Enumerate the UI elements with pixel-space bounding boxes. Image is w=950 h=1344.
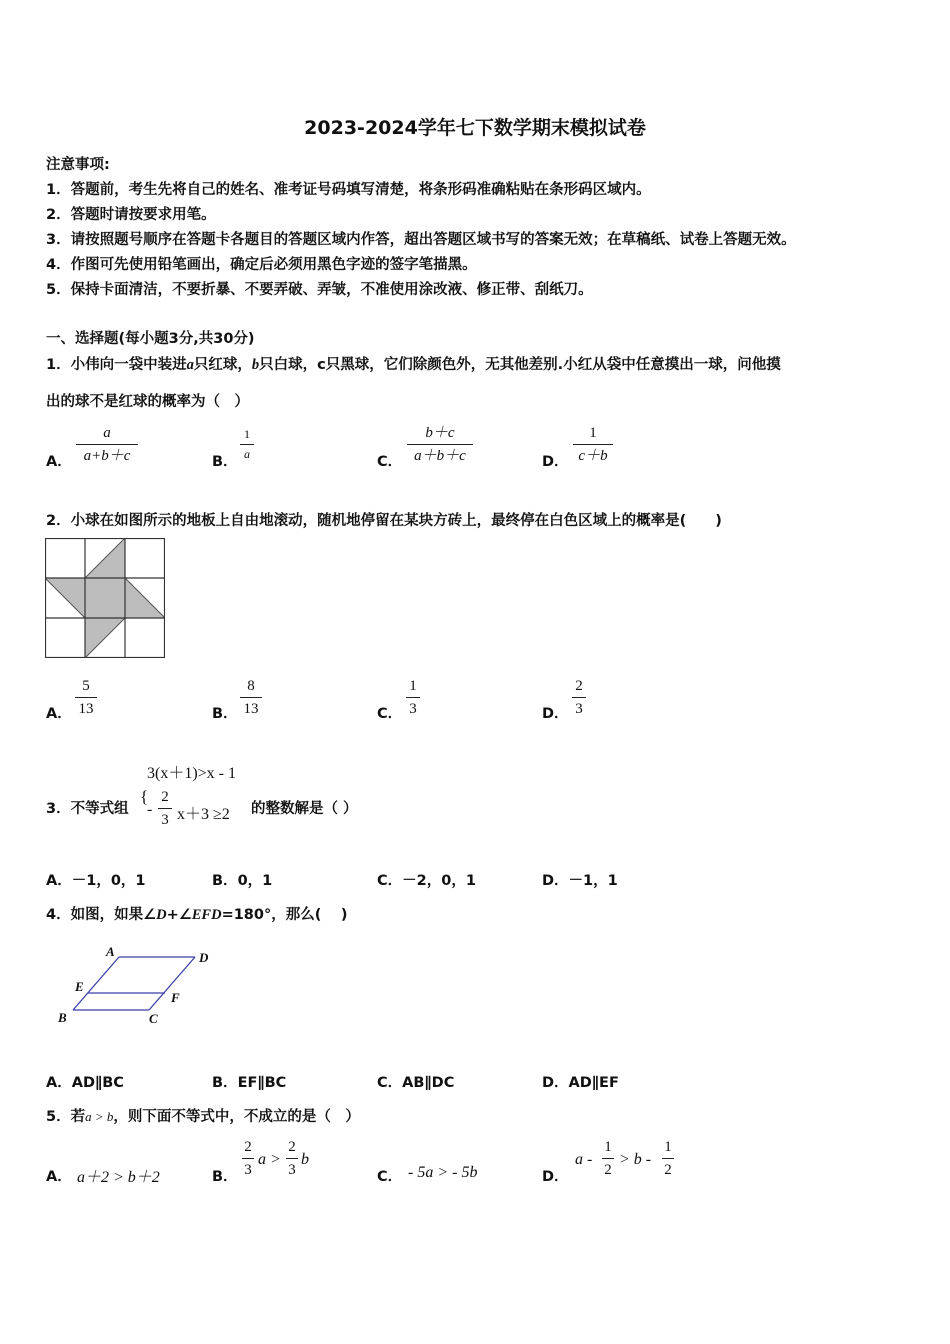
shaded-region [45, 538, 165, 658]
note-item: 5．保持卡面清洁，不要折暴、不要弄破、弄皱，不准使用涂改液、修正带、刮纸刀。 [46, 282, 593, 298]
q3-brace: { [140, 787, 149, 806]
q3-suffix: 的整数解是（ ） [251, 801, 358, 817]
note-item: 2．答题时请按要求用笔。 [46, 207, 216, 223]
q3-minus: - [147, 801, 153, 818]
q5-option-d-part-1: a - [575, 1151, 593, 1168]
q5-option-a-expression: a＋2 > b＋2 [77, 1169, 160, 1186]
notes-heading: 注意事项: [46, 157, 110, 173]
q5-option-d-label: D． [542, 1169, 569, 1185]
q2-option-a-fraction: 5 13 [75, 677, 97, 718]
label-B: B [58, 1010, 67, 1025]
q4-option-d: D．AD∥EF [542, 1075, 619, 1091]
q2-option-b-label: B． [212, 706, 238, 722]
q2-option-c-label: C． [377, 706, 403, 722]
q5-option-c-expression: - 5a > - 5b [408, 1164, 478, 1181]
q1-option-a-fraction: a a+b＋c [76, 424, 138, 465]
note-item: 4．作图可先使用铅笔画出，确定后必须用黑色字迹的签字笔描黑。 [46, 257, 477, 273]
q1-option-d-fraction: 1 c＋b [573, 424, 613, 465]
q1-option-a-label: A． [46, 454, 72, 470]
parallelogram-figure [55, 942, 220, 1030]
q5-option-d-fraction-1: 1 2 [602, 1138, 614, 1179]
floor-tiles-figure [45, 538, 165, 658]
q4-option-c: C．AB∥DC [377, 1075, 455, 1091]
q5-option-b-label: B． [212, 1169, 238, 1185]
q1-option-b-fraction: 1 a [240, 427, 254, 462]
q2-option-d-label: D． [542, 706, 569, 722]
q1-option-b-label: B． [212, 454, 238, 470]
page-title: 2023-2024学年七下数学期末模拟试卷 [304, 117, 646, 139]
question-1-text: 1．小伟向一袋中装进a只红球，b只白球，c只黑球，它们除颜色外，无其他差别.小红从袋中任意摸出一球，问他摸 [46, 357, 781, 373]
section-heading: 一、选择题(每小题3分,共30分) [46, 331, 255, 347]
q2-option-b-fraction: 8 13 [240, 677, 262, 718]
q2-option-a-label: A． [46, 706, 72, 722]
q3-option-a: A．－1，0，1 [46, 873, 146, 889]
q3-inequality-1: 3(x＋1)>x - 1 [147, 765, 237, 782]
q5-option-b-left-fraction: 2 3 [242, 1138, 254, 1179]
q5-option-b-end: b [301, 1151, 309, 1168]
q4-option-b: B．EF∥BC [212, 1075, 287, 1091]
label-F: F [171, 990, 180, 1005]
q2-option-d-fraction: 2 3 [572, 677, 586, 718]
q5-option-b-right-fraction: 2 3 [286, 1138, 298, 1179]
q5-option-d-fraction-2: 1 2 [662, 1138, 674, 1179]
q3-prefix: 3．不等式组 [46, 801, 129, 817]
q3-inequality-2: x＋3 ≥2 [177, 806, 230, 823]
note-item: 1．答题前，考生先将自己的姓名、准考证号码填写清楚，将条形码准确粘贴在条形码区域内。 [46, 182, 651, 198]
q2-option-c-fraction: 1 3 [406, 677, 420, 718]
q1-option-c-fraction: b＋c a＋b＋c [407, 424, 473, 465]
q3-option-b: B．0，1 [212, 873, 273, 889]
question-4-text: 4．如图，如果∠D+∠EFD=180°，那么( ) [46, 907, 348, 923]
q5-option-a-label: A． [46, 1169, 72, 1185]
q3-fraction: 2 3 [158, 788, 172, 829]
q5-option-b-mid: a > [258, 1151, 281, 1168]
q3-option-c: C．－2，0，1 [377, 873, 476, 889]
question-5-text: 5．若a > b，则下面不等式中，不成立的是（ ） [46, 1109, 360, 1125]
q5-option-c-label: C． [377, 1169, 403, 1185]
question-1-text-line2: 出的球不是红球的概率为（ ） [46, 394, 249, 410]
question-2-text: 2．小球在如图所示的地板上自由地滚动，随机地停留在某块方砖上，最终停在白色区域上的概率是( ) [46, 513, 722, 529]
q5-option-d-part-2: > b - [619, 1151, 652, 1168]
q1-option-c-label: C． [377, 454, 403, 470]
label-A: A [106, 944, 115, 959]
label-E: E [75, 979, 84, 994]
q1-option-d-label: D． [542, 454, 569, 470]
q3-option-d: D．－1，1 [542, 873, 618, 889]
label-C: C [149, 1011, 158, 1026]
label-D: D [199, 950, 209, 965]
q4-option-a: A．AD∥BC [46, 1075, 124, 1091]
note-item: 3．请按照题号顺序在答题卡各题目的答题区域内作答，超出答题区域书写的答案无效；在草稿纸、试卷上答题无效。 [46, 232, 796, 248]
